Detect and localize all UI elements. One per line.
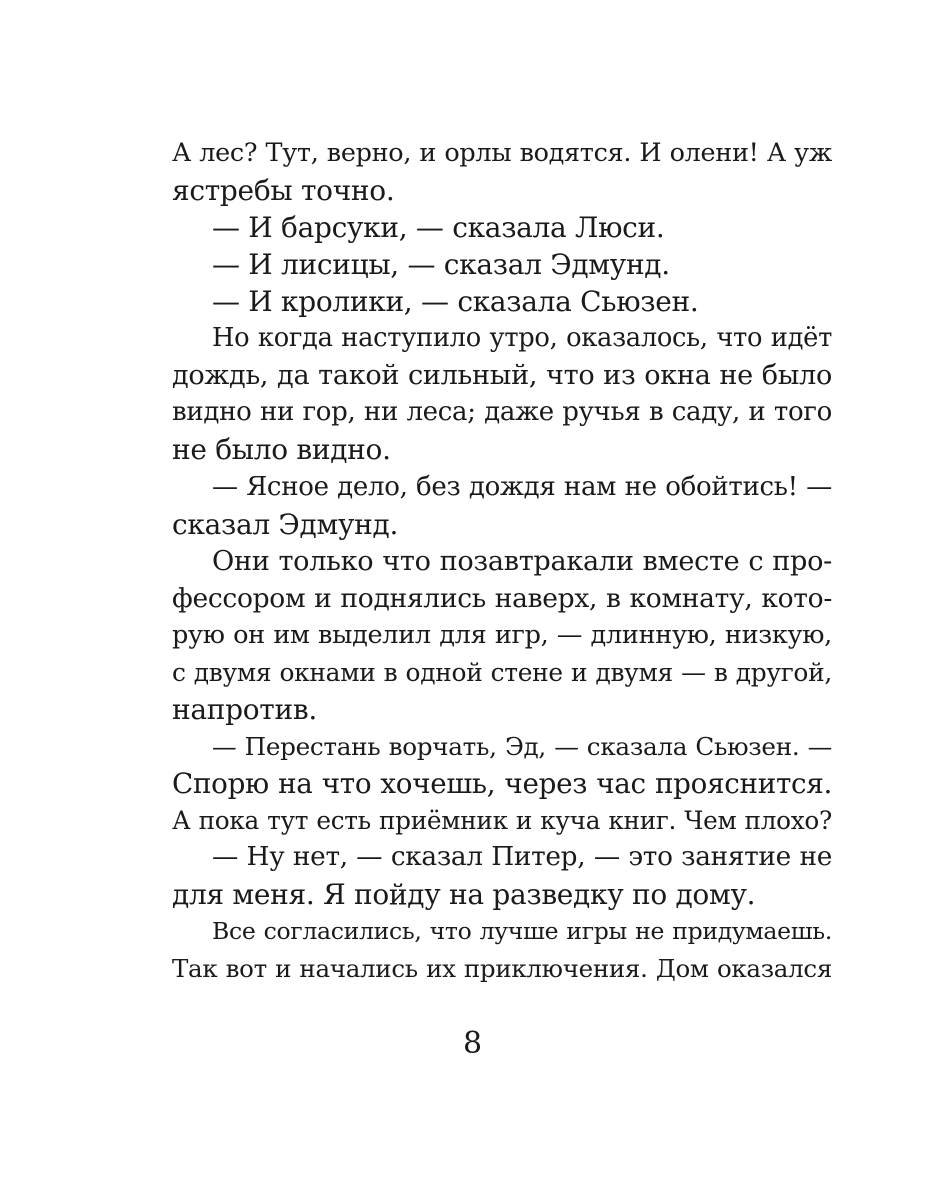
text-line: — Ну нет, — сказал Питер, — это занятие не: [212, 842, 832, 872]
text-line: — Ясное дело, без дождя нам не обойтись! —: [212, 472, 832, 502]
text-line: рую он им выделил для игр, — длинную, низкую,: [172, 620, 832, 650]
text-line: видно ни гор, ни леса; даже ручья в саду, и того: [172, 397, 832, 427]
text-line: Так вот и начались их приключения. Дом оказался: [172, 954, 832, 983]
text-line: с двумя окнами в одной стене и двумя — в другой,: [172, 658, 832, 687]
text-line: сказал Эдмунд.: [172, 508, 399, 541]
text-line: Спорю на что хочешь, через час прояснится.: [172, 767, 832, 800]
text-line: ястребы точно.: [172, 174, 395, 207]
text-line: — И лисицы, — сказал Эдмунд.: [212, 248, 670, 281]
text-line: Все согласились, что лучше игры не придумаешь.: [212, 917, 832, 945]
text-line: — И барсуки, — сказала Люси.: [212, 211, 665, 244]
text-line: Они только что позавтракали вместе с про-: [212, 546, 832, 577]
text-line: дождь, да такой сильный, что из окна не было: [172, 360, 832, 391]
text-line: фессором и поднялись наверх, в комнату, кото-: [172, 583, 832, 614]
page-number: 8: [462, 1026, 483, 1061]
text-line: напротив.: [172, 693, 317, 726]
text-line: для меня. Я пойду на разведку по дому.: [172, 878, 756, 911]
text-line: — И кролики, — сказала Сьюзен.: [212, 285, 699, 318]
text-line: А пока тут есть приёмник и куча книг. Чем плохо?: [172, 806, 832, 835]
text-line: не было видно.: [172, 433, 391, 466]
text-line: А лес? Тут, верно, и орлы водятся. И олени! А уж: [172, 138, 832, 168]
text-line: — Перестань ворчать, Эд, — сказала Сьюзен. —: [212, 732, 832, 761]
text-line: Но когда наступило утро, оказалось, что идёт: [212, 323, 832, 353]
